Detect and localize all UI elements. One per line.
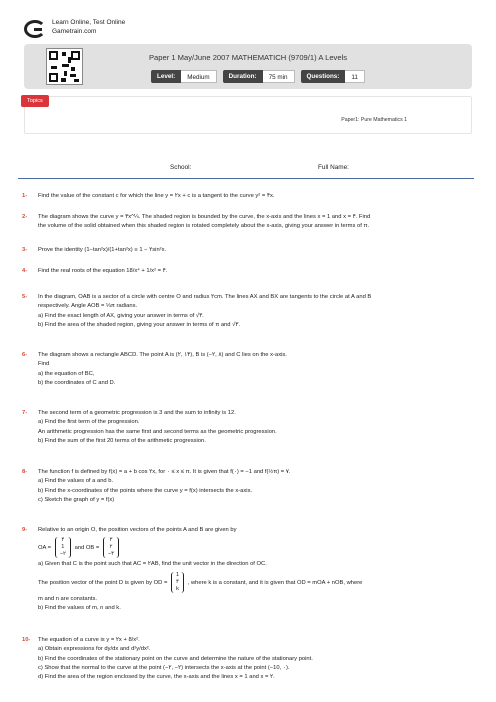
question-number: 2-: [22, 214, 28, 220]
questions-value: 11: [345, 70, 365, 83]
question-number: 1-: [22, 193, 28, 199]
school-field: School:: [170, 164, 192, 171]
question-number: 8-: [22, 469, 28, 475]
question-number: 7-: [22, 410, 28, 416]
question-text: Find the value of the constant c for which the line y = ۲x + c is a tangent to the curve y² = ۴x.: [38, 193, 275, 199]
question-part: a) Find the exact length of AX, giving your answer in terms of √۳.: [38, 312, 204, 319]
question-text: An arithmetic progression has the same first and second terms as the geometric progression.: [38, 428, 277, 435]
question-text: the volume of the solid obtained when this shaded region is rotated completely about the x-axis, giving your answer in terms of π.: [38, 223, 370, 230]
question-1: [22, 192, 480, 201]
paper-meta: [151, 70, 371, 83]
question-part: a) Find the first term of the progression.: [38, 419, 140, 426]
question-part: a) Obtain expressions for dy/dx and d²y/dx².: [38, 646, 151, 653]
question-4: [22, 267, 480, 276]
questions-chip: [301, 70, 365, 83]
topics-tab[interactable]: Topics: [21, 95, 49, 107]
question-text: respectively. Angle AOB = ⅓π radians.: [38, 303, 138, 310]
question-text: Find the real roots of the equation 18/x⁴ + 1/x² = ۴.: [38, 268, 168, 274]
question-part: a) Find the values of a and b.: [38, 478, 114, 485]
question-9: [22, 526, 480, 613]
question-2: [22, 213, 480, 232]
question-6: [22, 351, 480, 388]
question-5: [22, 293, 480, 330]
od-text-2: , where k is a constant, and it is given that OD = mOA + nOB, where: [187, 579, 363, 586]
question-part: b) the coordinates of C and D.: [38, 379, 116, 386]
brand-text: [52, 18, 192, 36]
question-part: b) Find the area of the shaded region, giving your answer in terms of π and √۳.: [38, 321, 241, 328]
duration-value: 75 min: [263, 70, 295, 83]
level-value: Medium: [181, 70, 216, 83]
question-text: The second term of a geometric progression is 3 and the sum to infinity is 12.: [38, 410, 236, 416]
paper-header: [24, 44, 472, 89]
topics-box: [24, 96, 472, 134]
vector-component: ۴: [176, 578, 180, 585]
question-part: b) Find the values of m, n and k.: [38, 604, 121, 611]
brand-tagline: Learn Online, Test Online: [52, 19, 126, 26]
question-part: c) Sketch the graph of y = f(x): [38, 496, 115, 503]
question-text: m and n are constants.: [38, 595, 97, 602]
level-key: Level:: [151, 70, 181, 83]
brand-site[interactable]: Gametrain.com: [52, 28, 97, 35]
question-10: [22, 636, 480, 682]
question-part: d) Find the area of the region enclosed by the curve, the x-axis and the lines x = 1 and x = ۲.: [38, 674, 275, 681]
gametrain-logo-icon: [24, 20, 46, 38]
duration-key: Duration:: [223, 70, 263, 83]
question-number: 3-: [22, 247, 28, 253]
question-text: The diagram shows a rectangle ABCD. The point A is (۲, ۱۴), B is (−۲, ۸) and C lies on the x-axis.: [38, 352, 287, 358]
question-text: Relative to an origin O, the position vectors of the points A and B are given by: [38, 527, 237, 533]
question-text: Prove the identity (1−tan²x)/(1+tan²x) ≡ 1 − ۲sin²x.: [38, 247, 167, 253]
duration-chip: [223, 70, 295, 83]
vector-component: ۴: [61, 537, 65, 544]
question-number: 9-: [22, 527, 28, 533]
question-text: In the diagram, OAB is a sector of a circle with centre O and radius ۲cm. The lines AX and BX are tangents to the circle at A and B: [38, 294, 372, 300]
vector-oa: [55, 537, 71, 558]
and-word: and: [74, 545, 85, 552]
question-number: 5-: [22, 294, 28, 300]
question-part: c) Show that the normal to the curve at the point (−۲, −۲) intersects the x-axis at the point (−10, ۰).: [38, 664, 290, 671]
paper-title: Paper 1 May/June 2007 MATHEMATICH (9709/1) A Levels: [148, 53, 348, 62]
fullname-field: Full Name:: [318, 164, 349, 171]
vector-component: −۲: [59, 551, 66, 558]
level-chip: [151, 70, 217, 83]
question-part: b) Find the sum of the first 20 terms of the arithmetic progression.: [38, 437, 206, 444]
vector-component: 1: [61, 544, 65, 551]
question-part: b) Find the coordinates of the stationary point on the curve and determine the nature of the stationary point.: [38, 655, 313, 662]
vector-component: ۳: [109, 537, 113, 544]
question-text: The diagram shows the curve y = ۳x^¼. The shaded region is bounded by the curve, the x-axis and the lines x = 1 and x = ۴. Find: [38, 214, 371, 220]
vector-component: 1: [176, 571, 180, 578]
question-number: 4-: [22, 268, 28, 274]
od-line: [38, 572, 480, 593]
vector-definitions: [38, 537, 480, 558]
od-text: The position vector of the point D is given by OD =: [38, 579, 168, 586]
oa-label: OA =: [38, 545, 52, 552]
question-8: [22, 468, 480, 505]
question-part: b) Find the x-coordinates of the points where the curve y = f(x) intersects the x-axis.: [38, 487, 253, 494]
question-number: 10-: [22, 637, 31, 643]
ob-label: OB =: [85, 545, 100, 552]
question-part: a) the equation of BC,: [38, 370, 95, 377]
divider: [18, 178, 474, 179]
vector-component: k: [176, 585, 179, 592]
vector-od: [171, 572, 184, 593]
vector-ob: [103, 537, 119, 558]
question-7: [22, 409, 480, 446]
question-text: Find: [38, 361, 50, 368]
questions-key: Questions:: [301, 70, 346, 83]
topic-item[interactable]: Paper1: Pure Mathematics 1: [341, 117, 407, 123]
vector-component: −۴: [107, 551, 115, 558]
question-part: a) Given that C is the point such that AC = ۲AB, find the unit vector in the direction of OC.: [38, 561, 267, 568]
question-number: 6-: [22, 352, 28, 358]
question-text: The equation of a curve is y = ۲x + 8/x².: [38, 637, 140, 643]
vector-component: ۲: [109, 544, 113, 551]
question-3: [22, 246, 480, 255]
question-text: The function f is defined by f(x) = a + b cos ۲x, for ۰ ≤ x ≤ π. It is given that f(۰) = −1 and f(½π) = ۷.: [38, 469, 291, 475]
